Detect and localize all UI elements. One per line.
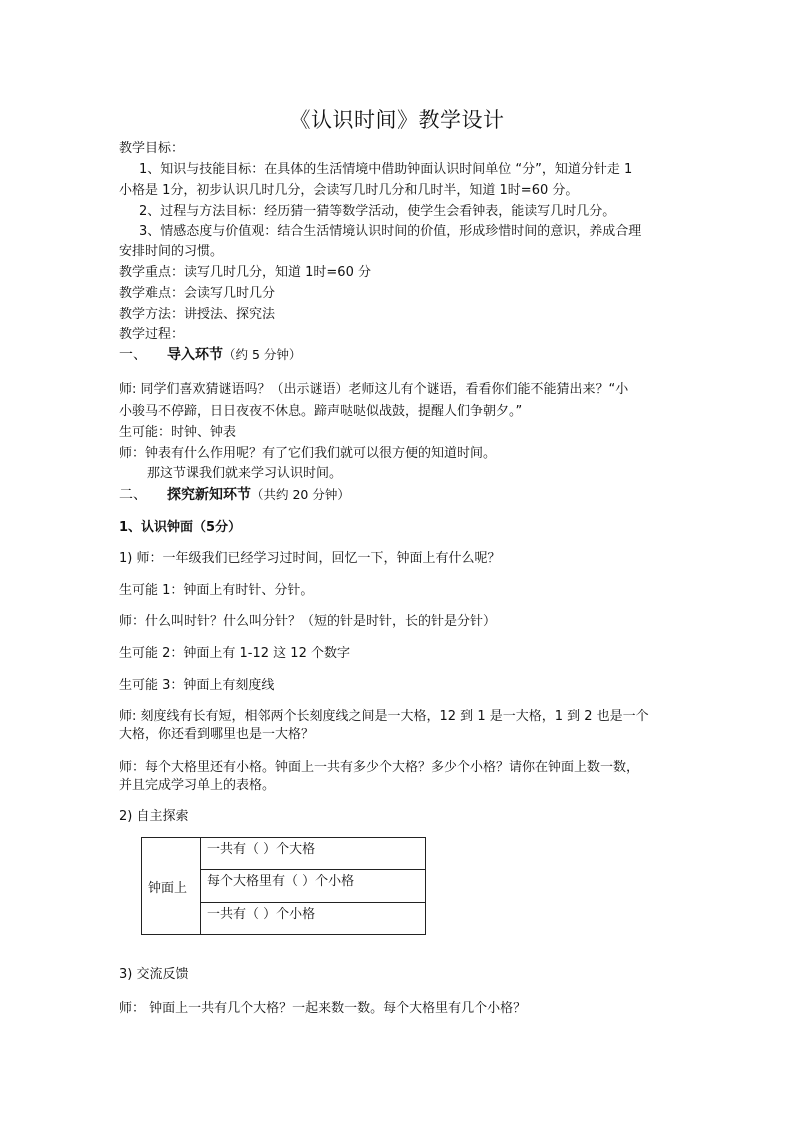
table-cell-big-divisions: 一共有（ ）个大格	[201, 838, 426, 870]
section-2-time: （共约 20 分钟）	[251, 487, 350, 502]
answer-1: 生可能 1：钟面上有时针、分针。	[119, 583, 314, 598]
section-2-title: 探究新知环节	[167, 487, 251, 503]
section-2-number: 二、	[119, 487, 147, 503]
answer-2: 生可能 2：钟面上有 1-12 这 12 个数字	[119, 646, 350, 661]
question-3-line-2: 大格，你还看到哪里也是一大格？	[119, 727, 315, 742]
goals-heading: 教学目标：	[119, 141, 185, 156]
process-heading: 教学过程：	[119, 327, 185, 342]
question-4-line-1: 师：每个大格里还有小格。钟面上一共有多少个大格？多少个小格？请你在钟面上数一数，	[119, 760, 640, 775]
paragraph-intro: 那这节课我们就来学习认识时间。	[147, 466, 343, 481]
question-4-line-2: 并且完成学习单上的表格。	[119, 778, 276, 793]
goal-3-line-2: 安排时间的习惯。	[119, 244, 224, 259]
answer-3: 生可能 3：钟面上有刻度线	[119, 678, 275, 693]
table-row	[142, 838, 426, 870]
step-2-heading: 2) 自主探索	[119, 809, 189, 824]
clock-face-table	[141, 837, 426, 935]
paragraph-clock-use: 师：钟表有什么作用呢？有了它们我们就可以很方便的知道时间。	[119, 446, 497, 461]
goal-2: 2、过程与方法目标：经历猜一猜等数学活动，使学生会看钟表，能读写几时几分。	[139, 204, 616, 219]
page-title: 《认识时间》教学设计	[289, 108, 505, 132]
section-1-time: （约 5 分钟）	[223, 347, 302, 362]
step-3-heading: 3) 交流反馈	[119, 967, 189, 982]
section-1-number: 一、	[119, 347, 147, 363]
difficulty: 教学难点：会读写几时几分	[119, 286, 276, 301]
goal-3-line-1: 3、情感态度与价值观：结合生活情境认识时间的价值，形成珍惜时间的意识，养成合理	[139, 224, 642, 239]
goal-1-line-1: 1、知识与技能目标：在具体的生活情境中借助钟面认识时间单位 “分”，知道分针走 1	[139, 162, 633, 177]
table-cell-small-per-big: 每个大格里有（ ）个小格	[201, 870, 426, 902]
goal-1-line-2: 小格是 1分，初步认识几时几分，会读写几时几分和几时半，知道 1时=60 分。	[119, 183, 579, 198]
paragraph-riddle-line-2: 小骏马不停蹄，日日夜夜不休息。蹄声哒哒似战鼓，提醒人们争朝夕。”	[119, 404, 523, 419]
method: 教学方法：讲授法、探究法	[119, 307, 276, 322]
question-2: 师：什么叫时针？什么叫分针？（短的针是时针，长的针是分针）	[119, 614, 497, 629]
paragraph-answer: 生可能：时钟、钟表	[119, 425, 237, 440]
closing-question: 师： 钟面上一共有几个大格？一起来数一数。每个大格里有几个小格？	[119, 1001, 527, 1016]
table-label: 钟面上	[142, 838, 201, 935]
table-cell-small-divisions: 一共有（ ）个小格	[201, 902, 426, 934]
key-point: 教学重点：读写几时几分，知道 1时=60 分	[119, 265, 371, 280]
question-3-line-1: 师: 刻度线有长有短，相邻两个长刻度线之间是一大格，12 到 1 是一大格，1 到 2 也是一个	[119, 709, 649, 724]
subsection-1-heading: 1、认识钟面（5分）	[119, 520, 242, 535]
question-1: 1) 师：一年级我们已经学习过时间，回忆一下，钟面上有什么呢？	[119, 551, 501, 566]
section-1-title: 导入环节	[167, 347, 223, 363]
section-2-heading	[119, 486, 350, 504]
section-1-heading	[119, 346, 301, 364]
paragraph-riddle-line-1: 师: 同学们喜欢猜谜语吗？（出示谜语）老师这儿有个谜语，看看你们能不能猜出来？“小	[119, 382, 629, 397]
